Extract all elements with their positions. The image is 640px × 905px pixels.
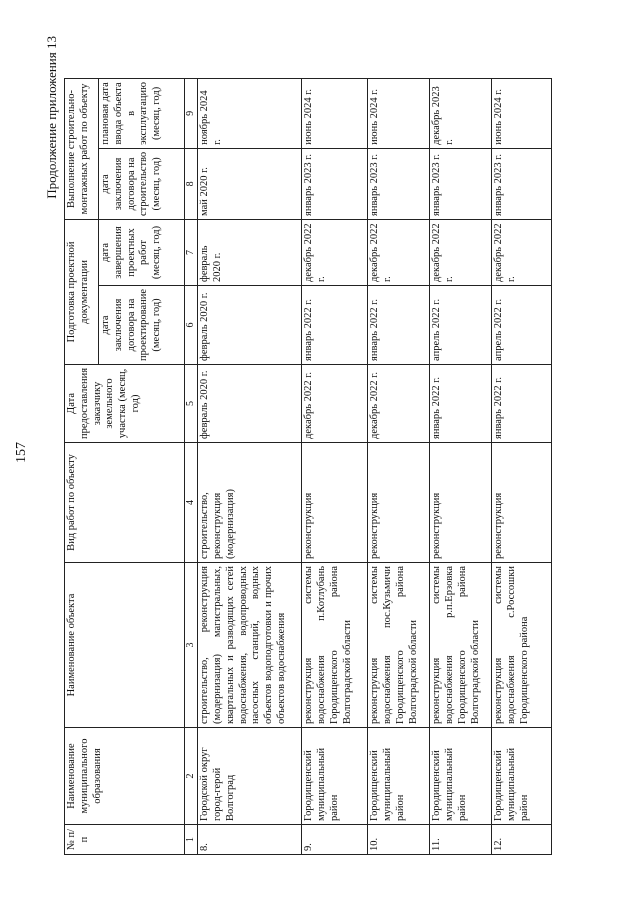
row-design-end: декабрь 2022 г. [492, 219, 552, 285]
row-design-start: январь 2022 г. [368, 285, 430, 364]
row-build-start: январь 2023 г. [430, 148, 492, 219]
row-build-start: январь 2023 г. [368, 148, 430, 219]
table-row [198, 79, 302, 855]
row-num: 12. [492, 825, 552, 855]
column-number-row [185, 79, 198, 855]
header-object: Наименование объекта [65, 563, 185, 728]
row-design-start: февраль 2020 г. [198, 285, 302, 364]
header-design-group: Подготовка проектной документации [65, 219, 99, 364]
col-number: 4 [185, 443, 198, 563]
row-num: 8. [198, 825, 302, 855]
row-municipality: Городищенский муниципальный район [368, 728, 430, 825]
header-build-start: дата заключения договора на строительство (месяц, год) [99, 148, 185, 219]
col-number: 9 [185, 79, 198, 149]
col-number: 1 [185, 825, 198, 855]
page-number: 157 [14, 442, 29, 463]
row-num: 10. [368, 825, 430, 855]
col-number: 6 [185, 285, 198, 364]
col-number: 3 [185, 563, 198, 728]
row-design-end: декабрь 2022 г. [368, 219, 430, 285]
table-row [492, 79, 552, 855]
row-design-start: апрель 2022 г. [492, 285, 552, 364]
row-build-end: июнь 2024 г. [302, 79, 368, 149]
table-row [430, 79, 492, 855]
col-number: 8 [185, 148, 198, 219]
col-number: 7 [185, 219, 198, 285]
row-work: строительство, реконструкция (модернизация) [198, 443, 302, 563]
row-municipality: Городской округ город-герой Волгоград [198, 728, 302, 825]
row-municipality: Городищенский муниципальный район [430, 728, 492, 825]
header-design-start: дата заключения договора на проектирование (месяц, год) [99, 285, 185, 364]
col-number: 5 [185, 364, 198, 442]
header-municipality: Наименование муниципального образования [65, 728, 185, 825]
row-work: реконструкция [430, 443, 492, 563]
header-design-end: дата завершения проектных работ (месяц, год) [99, 219, 185, 285]
row-num: 9. [302, 825, 368, 855]
row-build-end: ноябрь 2024 г. [198, 79, 302, 149]
header-num: № п/п [65, 825, 185, 855]
row-land-date: январь 2022 г. [492, 364, 552, 442]
row-work: реконструкция [302, 443, 368, 563]
row-design-end: февраль 2020 г. [198, 219, 302, 285]
continuation-label: Продолжение приложения 13 [44, 36, 59, 199]
row-land-date: декабрь 2022 г. [368, 364, 430, 442]
row-design-end: декабрь 2022 г. [430, 219, 492, 285]
row-design-start: январь 2022 г. [302, 285, 368, 364]
row-land-date: декабрь 2022 г. [302, 364, 368, 442]
row-design-start: апрель 2022 г. [430, 285, 492, 364]
row-build-start: январь 2023 г. [492, 148, 552, 219]
schedule-table [64, 78, 552, 855]
row-work: реконструкция [492, 443, 552, 563]
row-municipality: Городищенский муниципальный район [302, 728, 368, 825]
row-object: реконструкция системы водоснабжения п.Котлубань Городищенского района Волгоградской области [302, 563, 368, 728]
row-num: 11. [430, 825, 492, 855]
row-land-date: февраль 2020 г. [198, 364, 302, 442]
row-build-end: декабрь 2023 г. [430, 79, 492, 149]
row-object: реконструкция системы водоснабжения р.п.Ерзовка Городищенского района Волгоградской области [430, 563, 492, 728]
header-build-group: Выполнение строительно-монтажных работ по объекту [65, 79, 99, 220]
row-design-end: декабрь 2022 г. [302, 219, 368, 285]
row-build-end: июнь 2024 г. [368, 79, 430, 149]
row-build-end: июнь 2024 г. [492, 79, 552, 149]
row-build-start: май 2020 г. [198, 148, 302, 219]
row-land-date: январь 2022 г. [430, 364, 492, 442]
row-object: строительство, реконструкция (модернизация) магистральных, квартальных и разводящих сетей водоснабжения, водопроводных насосных станций, водных объектов водоподготовки и прочих объектов водоснабжения [198, 563, 302, 728]
row-municipality: Городищенский муниципальный район [492, 728, 552, 825]
col-number: 2 [185, 728, 198, 825]
header-work: Вид работ по объекту [65, 443, 185, 563]
row-build-start: январь 2023 г. [302, 148, 368, 219]
row-object: реконструкция системы водоснабжения с.Россошки Городищенского района [492, 563, 552, 728]
table-row [368, 79, 430, 855]
header-build-end: плановая дата ввода объекта в эксплуатацию (месяц, год) [99, 79, 185, 149]
table-row [302, 79, 368, 855]
header-land-date: Дата предоставления заказчику земельного участка (месяц, год) [65, 364, 185, 442]
row-object: реконструкция системы водоснабжения пос.Кузьмичи Городищенского района Волгоградской области [368, 563, 430, 728]
row-work: реконструкция [368, 443, 430, 563]
